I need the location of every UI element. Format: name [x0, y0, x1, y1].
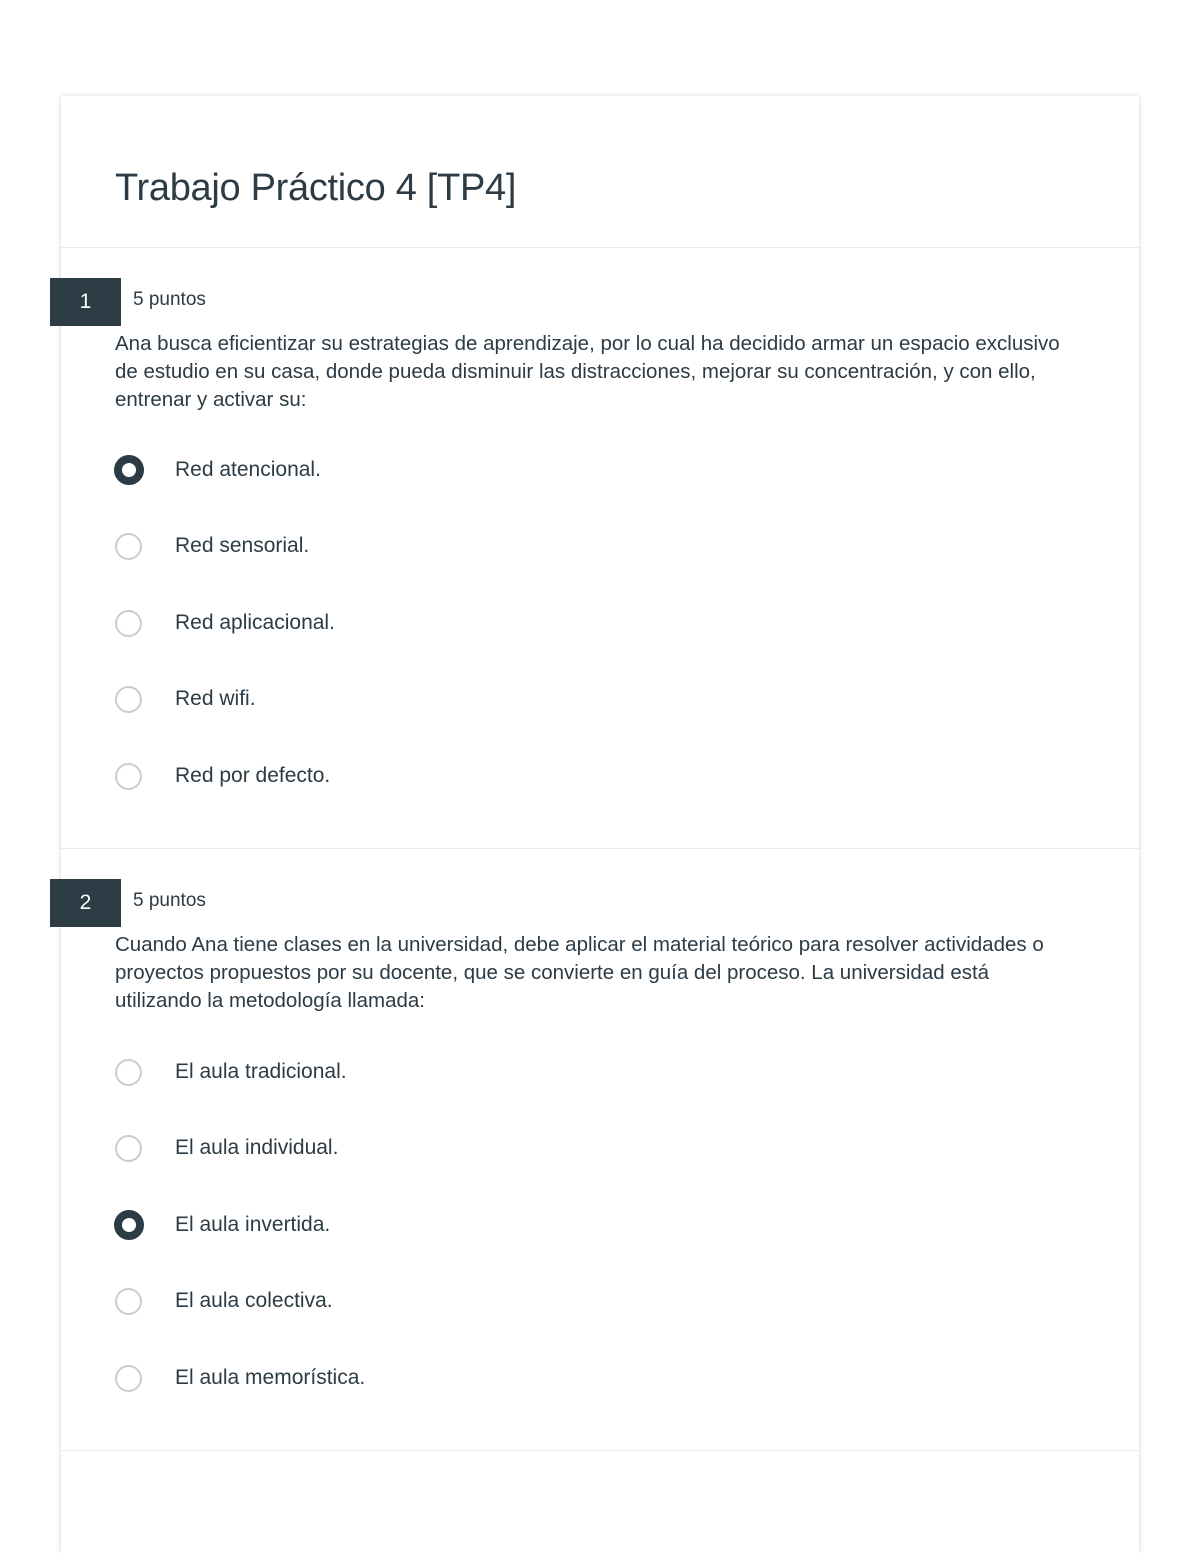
question-number: 2 — [50, 879, 121, 927]
question-points: 5 puntos — [133, 890, 206, 911]
quiz-header — [61, 96, 1139, 248]
radio-button[interactable] — [115, 1288, 142, 1315]
radio-button[interactable] — [115, 1135, 142, 1162]
answer-label: Red aplicacional. — [175, 611, 335, 634]
answer-option[interactable] — [115, 1209, 330, 1241]
answer-option[interactable] — [115, 760, 330, 792]
answer-option[interactable] — [115, 454, 321, 486]
radio-button[interactable] — [115, 1059, 142, 1086]
question-text: Cuando Ana tiene clases en la universidad, debe aplicar el material teórico para resolver actividades o proyectos propuestos por su docente, que se convierte en guía del proceso. La universidad está utilizando la metodología llamada: — [115, 933, 1044, 1012]
answer-option[interactable] — [115, 1132, 338, 1164]
answer-label: El aula memorística. — [175, 1366, 366, 1389]
question-points: 5 puntos — [133, 289, 206, 310]
question-2 — [61, 849, 1139, 1451]
answer-label: El aula colectiva. — [175, 1289, 333, 1312]
answer-option[interactable] — [115, 1056, 347, 1088]
answer-label: Red por defecto. — [175, 764, 331, 787]
question-number: 1 — [50, 278, 121, 326]
answer-option[interactable] — [115, 607, 335, 639]
radio-button[interactable] — [115, 686, 142, 713]
radio-button[interactable] — [115, 610, 142, 637]
radio-button-selected[interactable] — [114, 1210, 144, 1240]
radio-button[interactable] — [115, 533, 142, 560]
answer-label: El aula tradicional. — [175, 1060, 347, 1083]
answer-option[interactable] — [115, 683, 256, 715]
question-1 — [61, 248, 1139, 849]
radio-button-selected[interactable] — [114, 455, 144, 485]
page-title: Trabajo Práctico 4 [TP4] — [115, 167, 517, 209]
quiz-card — [61, 96, 1139, 1553]
answer-label: Red atencional. — [175, 458, 321, 481]
answer-label: El aula invertida. — [175, 1213, 331, 1236]
answer-option[interactable] — [115, 530, 309, 562]
answer-label: Red wifi. — [175, 687, 256, 710]
question-text: Ana busca eficientizar su estrategias de aprendizaje, por lo cual ha decidido armar un espacio exclusivo de estudio en su casa, donde pueda disminuir las distracciones, mejorar su concentración, y con ello, entrenar y activar su: — [115, 332, 1060, 411]
radio-button[interactable] — [115, 1365, 142, 1392]
radio-button[interactable] — [115, 763, 142, 790]
answer-label: Red sensorial. — [175, 534, 310, 557]
answer-option[interactable] — [115, 1362, 365, 1394]
answer-label: El aula individual. — [175, 1136, 339, 1159]
answer-option[interactable] — [115, 1285, 333, 1317]
